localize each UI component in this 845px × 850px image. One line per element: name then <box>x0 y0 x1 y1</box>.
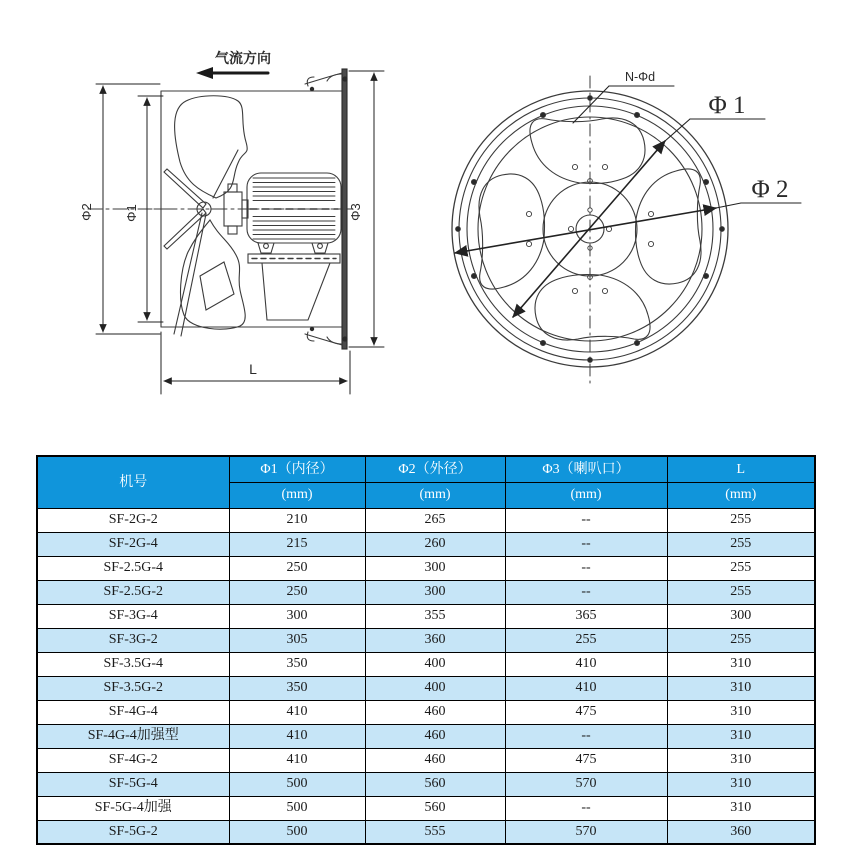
motor <box>247 173 341 320</box>
table-cell: 410 <box>505 652 667 676</box>
front-dim-label-phi2: Φ 2 <box>751 176 789 203</box>
table-cell: 500 <box>229 772 365 796</box>
table-cell: 400 <box>365 676 505 700</box>
table-cell: 560 <box>365 772 505 796</box>
table-cell: 310 <box>667 796 815 820</box>
table-cell: 500 <box>229 796 365 820</box>
table-cell: 460 <box>365 700 505 724</box>
table-cell: 255 <box>667 580 815 604</box>
table-cell: SF-2G-4 <box>37 532 229 556</box>
airflow-direction-label: 气流方向 <box>215 50 271 66</box>
table-cell: -- <box>505 508 667 532</box>
table-row <box>37 748 815 772</box>
header-phi2: Φ2（外径） <box>365 456 505 482</box>
table-cell: SF-2.5G-2 <box>37 580 229 604</box>
table-cell: SF-5G-4 <box>37 772 229 796</box>
table-cell: SF-4G-4 <box>37 700 229 724</box>
header-phi1-unit: (mm) <box>229 482 365 508</box>
table-header <box>37 456 815 508</box>
table-cell: SF-5G-2 <box>37 820 229 844</box>
airflow-arrow <box>196 67 268 79</box>
table-cell: 410 <box>229 724 365 748</box>
table-cell: SF-2G-2 <box>37 508 229 532</box>
front-view-diagram <box>452 70 801 384</box>
table-cell: 310 <box>667 772 815 796</box>
table-cell: -- <box>505 796 667 820</box>
table-cell: 570 <box>505 820 667 844</box>
table-cell: SF-3.5G-4 <box>37 652 229 676</box>
table-cell: 300 <box>365 580 505 604</box>
table-cell: SF-3.5G-2 <box>37 676 229 700</box>
table-cell: 255 <box>667 508 815 532</box>
table-cell: 255 <box>667 628 815 652</box>
table-cell: 265 <box>365 508 505 532</box>
dim-label-l: L <box>249 361 257 377</box>
table-cell: 410 <box>505 676 667 700</box>
table-row <box>37 580 815 604</box>
table-cell: 210 <box>229 508 365 532</box>
table-cell: 310 <box>667 748 815 772</box>
table-cell: 410 <box>229 700 365 724</box>
table-cell: 310 <box>667 700 815 724</box>
table-cell: 255 <box>505 628 667 652</box>
header-l-unit: (mm) <box>667 482 815 508</box>
table-cell: -- <box>505 532 667 556</box>
table-cell: SF-4G-4加强型 <box>37 724 229 748</box>
table-cell: 250 <box>229 556 365 580</box>
header-l: L <box>667 456 815 482</box>
bolt-holes-label: N-Φd <box>624 70 656 84</box>
table-row <box>37 772 815 796</box>
table-row <box>37 724 815 748</box>
table-cell: 400 <box>365 652 505 676</box>
side-view-diagram <box>79 50 384 394</box>
table-row <box>37 628 815 652</box>
table-row <box>37 700 815 724</box>
table-cell: 475 <box>505 748 667 772</box>
table-cell: 255 <box>667 532 815 556</box>
dim-label-phi3: Φ3 <box>348 203 363 221</box>
header-phi3: Φ3（喇叭口） <box>505 456 667 482</box>
table-cell: 355 <box>365 604 505 628</box>
front-dim-label-phi1: Φ 1 <box>708 92 746 119</box>
table-cell: 215 <box>229 532 365 556</box>
table-cell: 310 <box>667 652 815 676</box>
front-phi2-dimension <box>455 203 801 253</box>
table-cell: 460 <box>365 724 505 748</box>
dim-label-phi2: Φ2 <box>79 203 94 221</box>
table-row <box>37 796 815 820</box>
table-row <box>37 820 815 844</box>
table-row <box>37 508 815 532</box>
table-cell: 305 <box>229 628 365 652</box>
header-phi2-unit: (mm) <box>365 482 505 508</box>
table-row <box>37 532 815 556</box>
table-cell: 310 <box>667 676 815 700</box>
table-cell: 300 <box>365 556 505 580</box>
table-cell: -- <box>505 724 667 748</box>
table-cell: 475 <box>505 700 667 724</box>
table-cell: SF-4G-2 <box>37 748 229 772</box>
table-row <box>37 652 815 676</box>
header-model: 机号 <box>37 456 229 508</box>
table-cell: SF-5G-4加强 <box>37 796 229 820</box>
table-cell: -- <box>505 580 667 604</box>
table-cell: 310 <box>667 724 815 748</box>
table-cell: 410 <box>229 748 365 772</box>
table-cell: 260 <box>365 532 505 556</box>
header-phi1: Φ1（内径） <box>229 456 365 482</box>
table-cell: SF-3G-4 <box>37 604 229 628</box>
table-cell: SF-2.5G-4 <box>37 556 229 580</box>
table-body <box>37 508 815 844</box>
table-cell: 570 <box>505 772 667 796</box>
table-cell: 255 <box>667 556 815 580</box>
table-cell: 300 <box>667 604 815 628</box>
table-cell: 460 <box>365 748 505 772</box>
table-cell: 360 <box>667 820 815 844</box>
table-header-row-title <box>37 456 815 482</box>
table-row <box>37 556 815 580</box>
spec-table <box>36 455 816 845</box>
table-cell: 250 <box>229 580 365 604</box>
table-cell: 500 <box>229 820 365 844</box>
table-cell: SF-3G-2 <box>37 628 229 652</box>
table-cell: 560 <box>365 796 505 820</box>
table-row <box>37 604 815 628</box>
table-cell: 365 <box>505 604 667 628</box>
table-cell: 300 <box>229 604 365 628</box>
table-cell: 350 <box>229 652 365 676</box>
dim-label-phi1: Φ1 <box>124 204 139 222</box>
table-row <box>37 676 815 700</box>
table-cell: 555 <box>365 820 505 844</box>
table-cell: 360 <box>365 628 505 652</box>
table-cell: -- <box>505 556 667 580</box>
table-cell: 350 <box>229 676 365 700</box>
header-phi3-unit: (mm) <box>505 482 667 508</box>
